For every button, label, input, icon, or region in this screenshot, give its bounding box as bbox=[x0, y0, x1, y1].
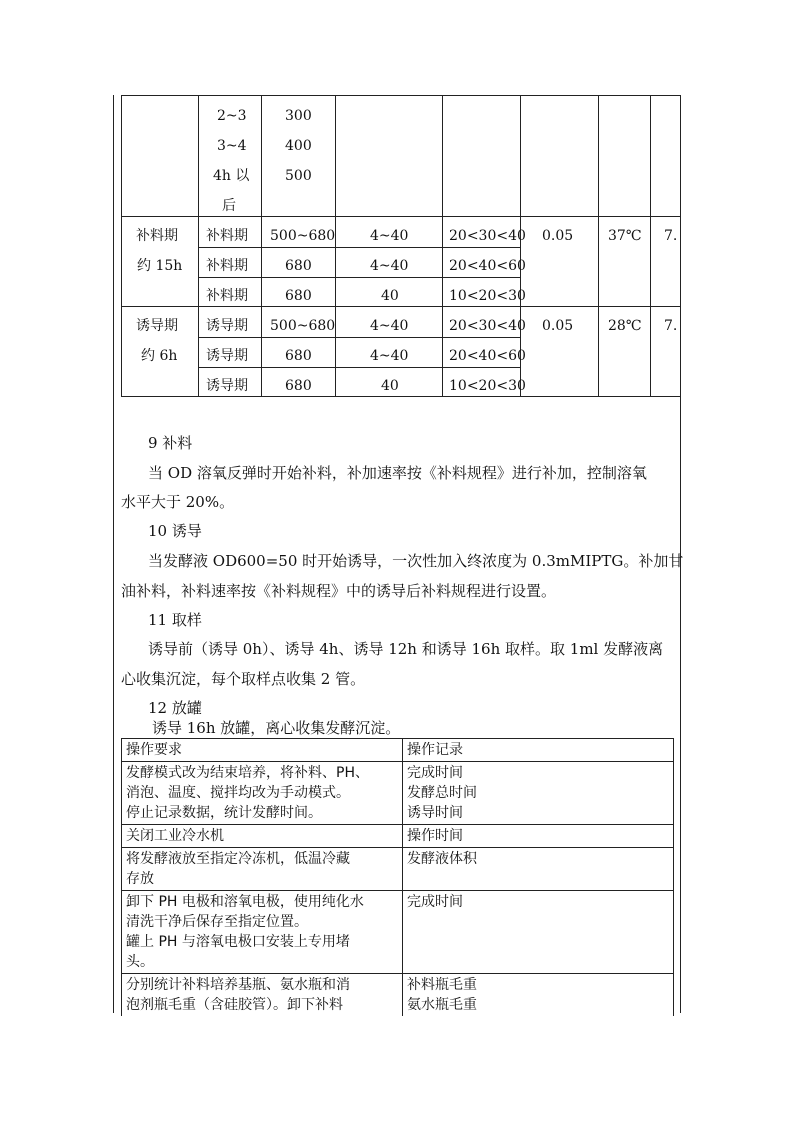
do-cell: 10<20<30 bbox=[449, 378, 526, 394]
time-cell: 后 bbox=[222, 198, 236, 214]
rpm-cell: 680 bbox=[285, 378, 312, 394]
section-paragraph-line: 当发酵液 OD600=50 时开始诱导，一次性加入终浓度为 0.3mMIPTG。补加甘 bbox=[148, 552, 684, 570]
section-heading: 11 取样 bbox=[148, 611, 202, 629]
rpm-cell: 500~680 bbox=[270, 228, 336, 244]
air-cell: 4~40 bbox=[370, 228, 409, 244]
column-divider bbox=[198, 95, 199, 397]
table-row bbox=[122, 825, 674, 848]
record-line: 发酵总时间 bbox=[407, 785, 477, 801]
do-cell: 20<40<60 bbox=[449, 258, 526, 274]
record-line: 完成时间 bbox=[407, 894, 463, 910]
rpm-cell: 300 bbox=[285, 108, 312, 124]
table-header-row bbox=[122, 739, 674, 762]
air-cell: 4~40 bbox=[370, 318, 409, 334]
column-divider bbox=[261, 95, 262, 397]
column-divider bbox=[650, 95, 651, 397]
header-operation-requirement: 操作要求 bbox=[122, 739, 403, 762]
record-line: 发酵液体积 bbox=[407, 851, 477, 867]
temperature-cell: 37℃ bbox=[608, 228, 642, 244]
do-cell: 20<40<60 bbox=[449, 348, 526, 364]
table-border-left bbox=[121, 95, 122, 397]
requirement-line: 罐上 PH 与溶氧电极口安装上专用堵 bbox=[126, 934, 350, 950]
do-cell: 10<20<30 bbox=[449, 288, 526, 304]
requirement-line: 泡剂瓶毛重（含硅胶管）。卸下补料 bbox=[126, 997, 343, 1013]
temperature-cell: 28℃ bbox=[608, 318, 642, 334]
stage-cell: 补料期 bbox=[206, 288, 248, 304]
requirement-line: 关闭工业冷水机 bbox=[126, 828, 224, 844]
rpm-cell: 500~680 bbox=[270, 318, 336, 334]
requirement-cell bbox=[122, 891, 403, 974]
phase-label: 诱导期 bbox=[136, 318, 178, 334]
air-cell: 4~40 bbox=[370, 348, 409, 364]
requirement-line: 消泡、温度、搅拌均改为手动模式。 bbox=[126, 785, 350, 801]
phase-duration: 约 6h bbox=[141, 348, 178, 364]
record-cell bbox=[403, 825, 674, 848]
requirement-line: 卸下 PH 电极和溶氧电极，使用纯化水 bbox=[126, 894, 364, 910]
do-cell: 20<30<40 bbox=[449, 228, 526, 244]
record-cell bbox=[403, 762, 674, 825]
requirement-line: 清洗干净后保存至指定位置。 bbox=[126, 914, 308, 930]
air-cell: 4~40 bbox=[370, 258, 409, 274]
record-cell bbox=[403, 848, 674, 891]
section-heading: 10 诱导 bbox=[148, 522, 202, 540]
header-operation-record: 操作记录 bbox=[403, 739, 674, 762]
time-cell: 4h 以 bbox=[213, 168, 250, 184]
rpm-cell: 400 bbox=[285, 138, 312, 154]
row-divider bbox=[198, 367, 520, 368]
record-line: 补料瓶毛重 bbox=[407, 977, 477, 993]
row-divider bbox=[121, 306, 681, 307]
air-cell: 40 bbox=[381, 378, 399, 394]
stage-cell: 诱导期 bbox=[206, 348, 248, 364]
table-row bbox=[122, 891, 674, 974]
section-paragraph-line: 诱导 16h 放罐，离心收集发酵沉淀。 bbox=[152, 719, 401, 737]
stage-cell: 诱导期 bbox=[206, 378, 248, 394]
air-cell: 40 bbox=[381, 288, 399, 304]
time-cell: 3~4 bbox=[217, 138, 247, 154]
rpm-cell: 680 bbox=[285, 258, 312, 274]
section-heading: 9 补料 bbox=[148, 434, 193, 452]
pressure-cell: 0.05 bbox=[542, 228, 574, 244]
record-cell bbox=[403, 891, 674, 974]
stage-cell: 补料期 bbox=[206, 228, 248, 244]
row-divider bbox=[198, 337, 520, 338]
requirement-line: 发酵模式改为结束培养，将补料、PH、 bbox=[126, 765, 369, 781]
stage-cell: 补料期 bbox=[206, 258, 248, 274]
requirement-cell bbox=[122, 825, 403, 848]
section-paragraph-line: 油补料，补料速率按《补料规程》中的诱导后补料规程进行设置。 bbox=[121, 582, 557, 600]
record-cell bbox=[403, 974, 674, 1017]
operation-record-table bbox=[121, 738, 674, 1016]
row-divider bbox=[198, 247, 520, 248]
row-divider bbox=[198, 277, 520, 278]
requirement-line: 存放 bbox=[126, 871, 154, 887]
table-row bbox=[122, 974, 674, 1017]
section-paragraph-line: 心收集沉淀，每个取样点收集 2 管。 bbox=[121, 670, 366, 688]
requirement-line: 停止记录数据，统计发酵时间。 bbox=[126, 805, 322, 821]
section-paragraph-line: 诱导前（诱导 0h）、诱导 4h、诱导 12h 和诱导 16h 取样。取 1ml 发酵液离 bbox=[148, 640, 664, 658]
section-paragraph-line: 水平大于 20%。 bbox=[121, 493, 235, 511]
requirement-cell bbox=[122, 762, 403, 825]
rpm-cell: 680 bbox=[285, 288, 312, 304]
record-line: 完成时间 bbox=[407, 765, 463, 781]
ph-cell: 7. bbox=[664, 318, 678, 334]
requirement-line: 分别统计补料培养基瓶、氨水瓶和消 bbox=[126, 977, 350, 993]
table-top-border bbox=[121, 95, 681, 96]
section-heading: 12 放罐 bbox=[148, 699, 202, 717]
record-line: 氨水瓶毛重 bbox=[407, 997, 477, 1013]
requirement-line: 将发酵液放至指定冷冻机，低温冷藏 bbox=[126, 851, 350, 867]
rpm-cell: 680 bbox=[285, 348, 312, 364]
phase-label: 补料期 bbox=[136, 228, 178, 244]
requirement-line: 头。 bbox=[126, 954, 154, 970]
column-divider bbox=[335, 95, 336, 397]
stage-cell: 诱导期 bbox=[206, 318, 248, 334]
ph-cell: 7. bbox=[664, 228, 678, 244]
table-row bbox=[122, 762, 674, 825]
record-line: 操作时间 bbox=[407, 828, 463, 844]
time-cell: 2~3 bbox=[217, 108, 247, 124]
phase-duration: 约 15h bbox=[137, 258, 183, 274]
column-divider bbox=[442, 95, 443, 397]
table-bottom-border bbox=[121, 396, 681, 397]
column-divider bbox=[598, 95, 599, 397]
record-line: 诱导时间 bbox=[407, 805, 463, 821]
table-row bbox=[122, 848, 674, 891]
pressure-cell: 0.05 bbox=[542, 318, 574, 334]
row-divider bbox=[121, 216, 681, 217]
rpm-cell: 500 bbox=[285, 168, 312, 184]
do-cell: 20<30<40 bbox=[449, 318, 526, 334]
requirement-cell bbox=[122, 974, 403, 1017]
section-paragraph-line: 当 OD 溶氧反弹时开始补料，补加速率按《补料规程》进行补加，控制溶氧 bbox=[148, 464, 647, 482]
requirement-cell bbox=[122, 848, 403, 891]
